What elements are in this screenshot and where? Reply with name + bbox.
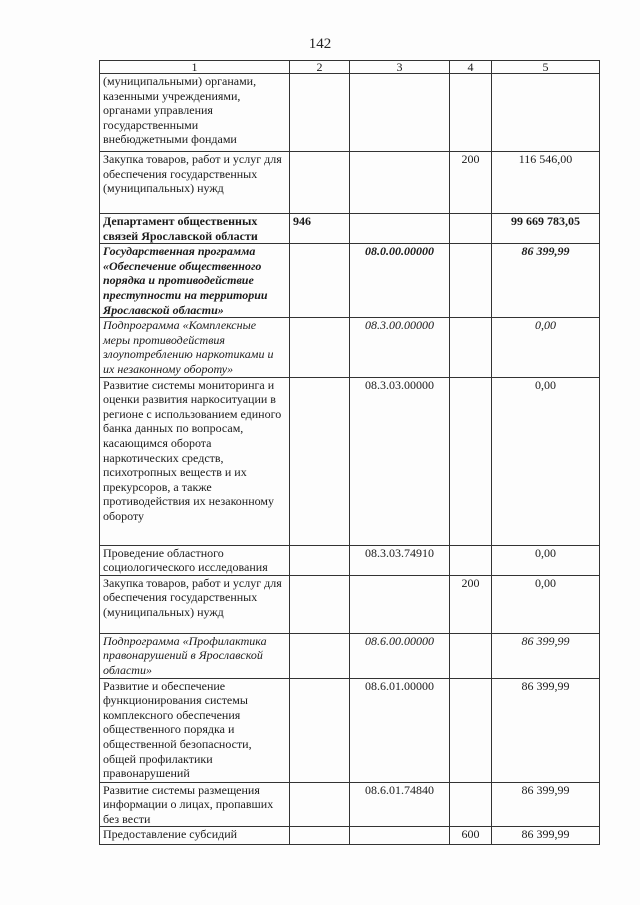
column-header: 5: [492, 61, 600, 74]
column-header: 2: [290, 61, 350, 74]
table-row: [100, 152, 600, 214]
table-row: [100, 318, 600, 377]
row-amount-cell: 0,00: [492, 318, 600, 377]
table-row: [100, 678, 600, 782]
row-target-cell: [350, 74, 450, 152]
row-code-cell: [290, 827, 350, 845]
row-code-cell: [290, 244, 350, 318]
column-header: 3: [350, 61, 450, 74]
row-name-cell: Закупка товаров, работ и услуг для обеспечения государственных (муниципальных) нужд: [100, 575, 290, 633]
row-code-cell: [290, 74, 350, 152]
row-amount-cell: 99 669 783,05: [492, 214, 600, 244]
table-row: [100, 244, 600, 318]
row-name-cell: Департамент общественных связей Ярославской области: [100, 214, 290, 244]
row-code-cell: [290, 318, 350, 377]
row-amount-cell: 86 399,99: [492, 678, 600, 782]
table-row: [100, 575, 600, 633]
table-row: [100, 827, 600, 845]
row-target-cell: 08.3.03.74910: [350, 545, 450, 575]
row-name-cell: Подпрограмма «Профилактика правонарушений в Ярославской области»: [100, 633, 290, 678]
row-target-cell: [350, 575, 450, 633]
table-row: [100, 782, 600, 827]
row-name-cell: Закупка товаров, работ и услуг для обеспечения государственных (муниципальных) нужд: [100, 152, 290, 214]
row-target-cell: 08.3.03.00000: [350, 377, 450, 545]
row-code-cell: [290, 575, 350, 633]
row-amount-cell: 0,00: [492, 575, 600, 633]
row-code-cell: [290, 377, 350, 545]
row-amount-cell: 116 546,00: [492, 152, 600, 214]
table-header-row: [100, 61, 600, 74]
column-header: 4: [450, 61, 492, 74]
table-body: [100, 74, 600, 845]
row-target-cell: 08.6.01.74840: [350, 782, 450, 827]
row-type-cell: 600: [450, 827, 492, 845]
row-code-cell: [290, 152, 350, 214]
row-name-cell: Развитие и обеспечение функционирования системы комплексного обеспечения общественного порядка и общественной безопасности, общей профилактики правонарушений: [100, 678, 290, 782]
row-amount-cell: 0,00: [492, 545, 600, 575]
row-target-cell: 08.6.00.00000: [350, 633, 450, 678]
row-type-cell: [450, 244, 492, 318]
row-amount-cell: 0,00: [492, 377, 600, 545]
row-type-cell: [450, 214, 492, 244]
row-amount-cell: [492, 74, 600, 152]
row-type-cell: 200: [450, 575, 492, 633]
table-row: [100, 633, 600, 678]
row-name-cell: Проведение областного социологического исследования: [100, 545, 290, 575]
table-row: [100, 545, 600, 575]
row-code-cell: [290, 545, 350, 575]
row-amount-cell: 86 399,99: [492, 827, 600, 845]
table-row: [100, 74, 600, 152]
table-row: [100, 214, 600, 244]
row-type-cell: [450, 74, 492, 152]
budget-table: [99, 60, 600, 845]
row-name-cell: Подпрограмма «Комплексные меры противодействия злоупотреблению наркотиками и их незаконному обороту»: [100, 318, 290, 377]
column-header: 1: [100, 61, 290, 74]
row-target-cell: [350, 214, 450, 244]
row-type-cell: [450, 545, 492, 575]
row-target-cell: 08.6.01.00000: [350, 678, 450, 782]
row-type-cell: [450, 318, 492, 377]
row-code-cell: [290, 678, 350, 782]
row-target-cell: 08.0.00.00000: [350, 244, 450, 318]
row-target-cell: [350, 827, 450, 845]
row-type-cell: [450, 678, 492, 782]
table-row: [100, 377, 600, 545]
row-amount-cell: 86 399,99: [492, 244, 600, 318]
row-amount-cell: 86 399,99: [492, 633, 600, 678]
row-target-cell: 08.3.00.00000: [350, 318, 450, 377]
row-code-cell: 946: [290, 214, 350, 244]
row-code-cell: [290, 782, 350, 827]
row-name-cell: Государственная программа «Обеспечение общественного порядка и противодействие преступности на территории Ярославской области»: [100, 244, 290, 318]
row-type-cell: [450, 782, 492, 827]
row-type-cell: 200: [450, 152, 492, 214]
row-name-cell: Развитие системы размещения информации о лицах, пропавших без вести: [100, 782, 290, 827]
row-type-cell: [450, 377, 492, 545]
page-number: 142: [308, 36, 332, 52]
row-name-cell: (муниципальными) органами, казенными учреждениями, органами управления государственными внебюджетными фондами: [100, 74, 290, 152]
row-amount-cell: 86 399,99: [492, 782, 600, 827]
row-name-cell: Развитие системы мониторинга и оценки развития наркоситуации в регионе с использованием единого банка данных по вопросам, касающимся оборота наркотических средств, психотропных веществ и их прекурсоров, а также противодействия их незаконному обороту: [100, 377, 290, 545]
row-code-cell: [290, 633, 350, 678]
row-type-cell: [450, 633, 492, 678]
row-name-cell: Предоставление субсидий: [100, 827, 290, 845]
row-target-cell: [350, 152, 450, 214]
